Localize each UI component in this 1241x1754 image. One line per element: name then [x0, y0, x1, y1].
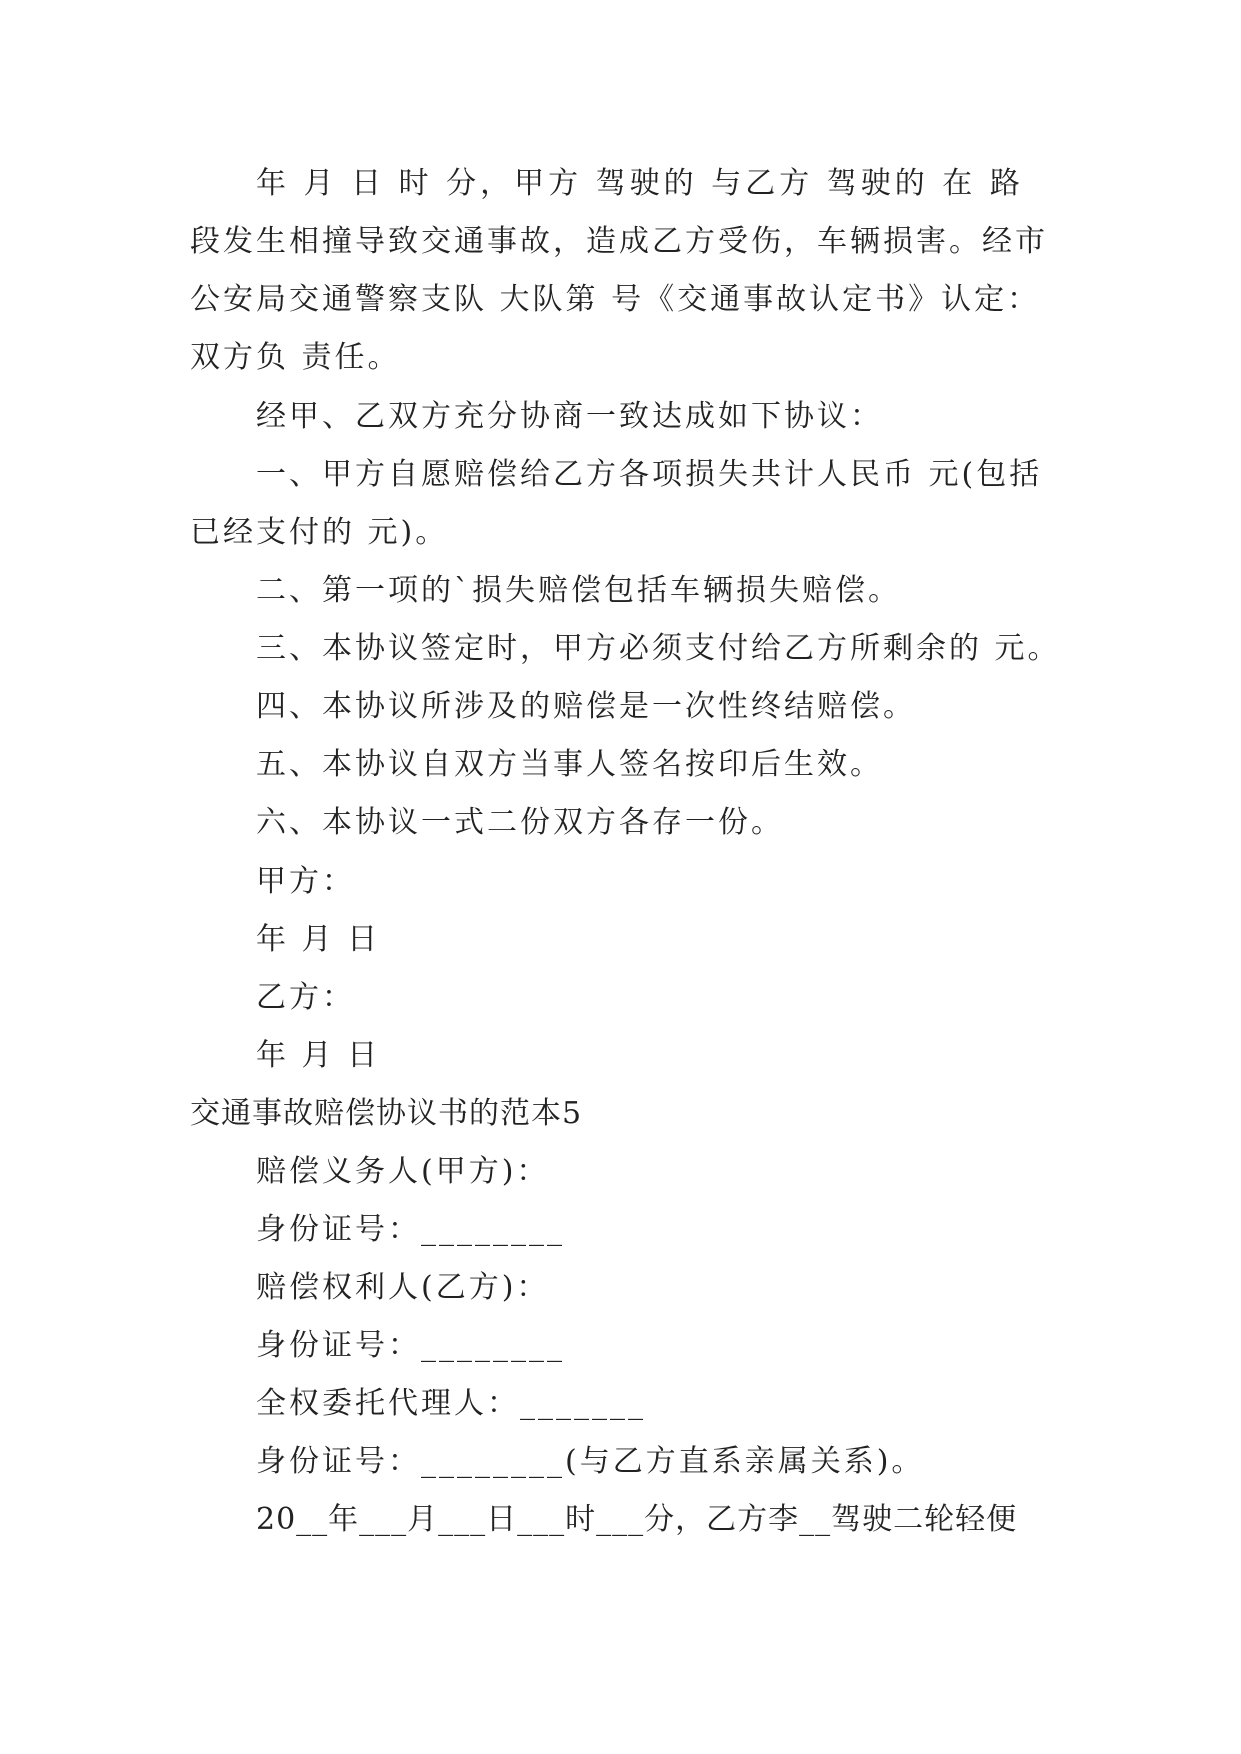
party-a-date: 年 月 日	[256, 922, 381, 957]
section-title: 交通事故赔偿协议书的范本5	[190, 1096, 583, 1131]
paragraph-line: 年 月 日 时 分，甲方 驾驶的 与乙方 驾驶的 在 路	[256, 166, 1024, 201]
field-line: 赔偿义务人(甲方)：	[256, 1154, 550, 1189]
field-line: 赔偿权利人(乙方)：	[256, 1270, 550, 1305]
field-line: 全权委托代理人：_______	[256, 1386, 646, 1421]
paragraph-line: 20__年___月___日___时___分，乙方李__驾驶二轮轻便	[256, 1502, 1018, 1537]
field-line: 身份证号：________(与乙方直系亲属关系)。	[256, 1444, 925, 1479]
party-b-date: 年 月 日	[256, 1038, 381, 1073]
paragraph-line: 双方负 责任。	[190, 340, 401, 375]
clause-line: 三、本协议签定时，甲方必须支付给乙方所剩余的 元。	[256, 631, 1061, 666]
paragraph-line: 经甲、乙双方充分协商一致达成如下协议：	[256, 399, 883, 434]
party-b-signature-label: 乙方：	[256, 980, 355, 1015]
clause-line: 已经支付的 元)。	[190, 515, 449, 550]
clause-line: 六、本协议一式二份双方各存一份。	[256, 805, 784, 840]
paragraph-line: 段发生相撞导致交通事故，造成乙方受伤，车辆损害。经市	[190, 224, 1048, 259]
party-a-signature-label: 甲方：	[256, 864, 355, 899]
clause-line: 五、本协议自双方当事人签名按印后生效。	[256, 747, 883, 782]
field-line: 身份证号：________	[256, 1328, 565, 1363]
field-line: 身份证号：________	[256, 1212, 565, 1247]
paragraph-line: 公安局交通警察支队 大队第 号《交通事故认定书》认定：	[190, 282, 1041, 317]
clause-line: 二、第一项的`损失赔偿包括车辆损失赔偿。	[256, 573, 901, 608]
clause-line: 一、甲方自愿赔偿给乙方各项损失共计人民币 元(包括	[256, 457, 1043, 492]
clause-line: 四、本协议所涉及的赔偿是一次性终结赔偿。	[256, 689, 916, 724]
